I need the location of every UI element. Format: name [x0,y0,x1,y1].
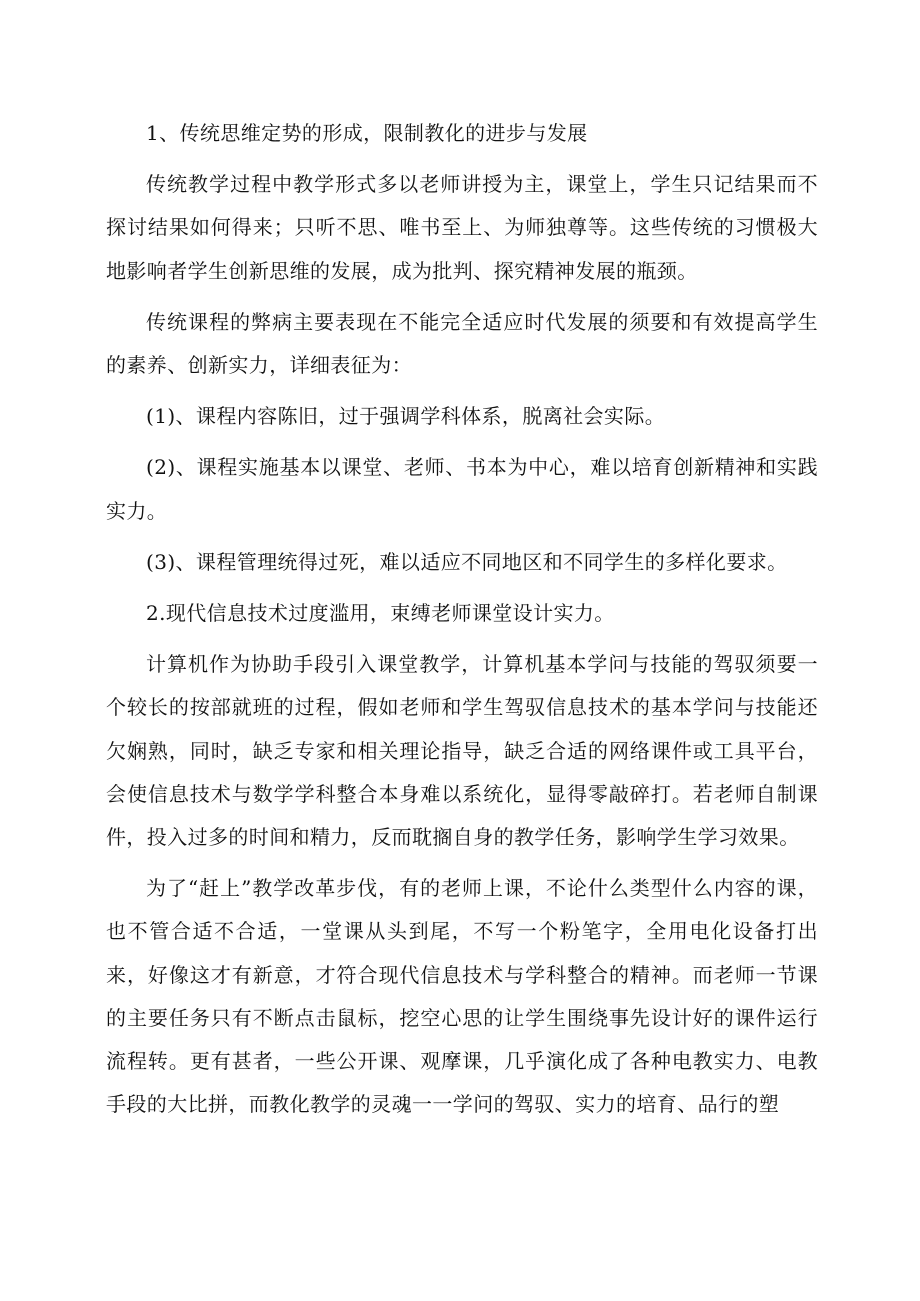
paragraph-item-2: (2)、课程实施基本以课堂、老师、书本为中心，难以培育创新精神和实践实力。 [106,455,818,523]
document-body [106,112,818,1134]
paragraph-item-3: (3)、课程管理统得过死，难以适应不同地区和不同学生的多样化要求。 [146,549,788,574]
paragraph-section-2-heading: 2.现代信息技术过度滥用，束缚老师课堂设计实力。 [146,601,615,626]
paragraph-section-1-heading: 1、传统思维定势的形成，限制教化的进步与发展 [146,121,588,145]
paragraph-traditional-teaching: 传统教学过程中教学形式多以老师讲授为主，课堂上，学生只记结果而不探讨结果如何得来；只听不思、唯书至上、为师独尊等。这些传统的习惯极大地影响者学生创新思维的发展，成为批判、探究精神发展的瓶颈。 [106,172,818,283]
paragraph-item-1: (1)、课程内容陈旧，过于强调学科体系，脱离社会实际。 [146,404,666,429]
paragraph-curriculum-problems: 传统课程的弊病主要表现在不能完全适应时代发展的须要和有效提高学生的素养、创新实力，详细表征为： [106,309,818,378]
paragraph-computer-assisted: 计算机作为协助手段引入课堂教学，计算机基本学问与技能的驾驭须要一个较长的按部就班的过程，假如老师和学生驾驭信息技术的基本学问与技能还欠娴熟，同时，缺乏专家和相关理论指导，缺乏合适的网络课件或工具平台，会使信息技术与数学学科整合本身难以系统化，显得零敲碎打。若老师自制课件，投入过多的时间和精力，反而耽搁自身的教学任务，影响学生学习效果。 [106,652,818,850]
paragraph-teaching-reform: 为了“赶上”教学改革步伐，有的老师上课，不论什么类型什么内容的课，也不管合适不合适，一堂课从头到尾，不写一个粉笔字，全用电化设备打出来，好像这才有新意，才符合现代信息技术与学科整合的精神。而老师一节课的主要任务只有不断点击鼠标，挖空心思的让学生围绕事先设计好的课件运行流程转。更有甚者，一些公开课、观摩课，几乎演化成了各种电教实力、电教手段的大比拼，而教化教学的灵魂一一学问的驾驭、实力的培育、品行的塑 [106,876,818,1117]
